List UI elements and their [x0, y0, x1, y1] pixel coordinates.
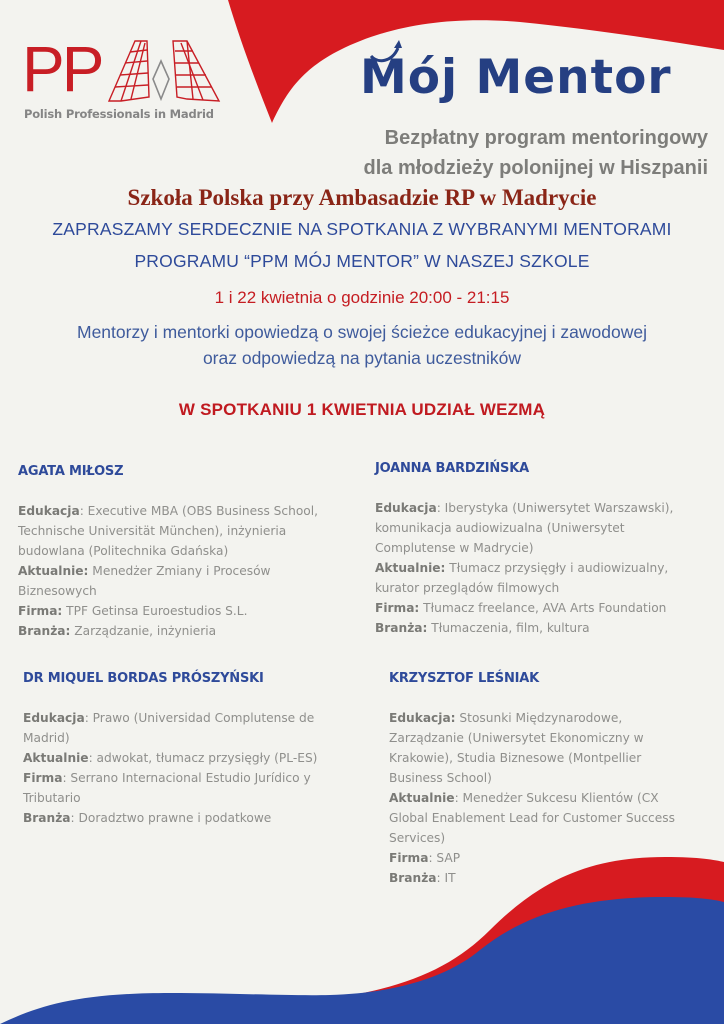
detail-text: Technische Universität München), inżynieria — [18, 524, 287, 538]
detail-text: komunikacja audiowizualna (Uniwersytet — [375, 521, 625, 535]
detail-text: : Prawo (Universidad Complutense de — [84, 711, 315, 725]
detail-label: Branża: — [18, 624, 71, 638]
detail-text: Menedżer Zmiany i Procesów — [88, 564, 271, 578]
mentor-detail-line — [18, 561, 351, 581]
detail-text: Business School) — [389, 771, 492, 785]
brand-title: Mój Mentor — [360, 50, 672, 105]
mentor-name: DR MIQUEL BORDAS PRÓSZYŃSKI — [23, 671, 264, 686]
mentor-detail-line — [389, 828, 709, 848]
detail-text: Madrid) — [23, 731, 70, 745]
mentor-detail-line — [389, 768, 709, 788]
mentor-detail-line — [375, 618, 707, 638]
detail-text: : Executive MBA (OBS Business School, — [79, 504, 319, 518]
mentor-detail-line — [18, 621, 351, 641]
mentor-detail-line — [389, 788, 709, 808]
detail-text: Tributario — [23, 791, 81, 805]
mentor-details — [389, 708, 709, 888]
mentor-details — [23, 708, 343, 828]
mentor-name: AGATA MIŁOSZ — [18, 464, 124, 479]
detail-label: Edukacja: — [389, 711, 456, 725]
mentor-detail-line — [23, 748, 343, 768]
description-line1: Mentorzy i mentorki opowiedzą o swojej ścieżce edukacyjnej i zawodowej — [77, 322, 647, 342]
detail-label: Aktualnie — [389, 791, 455, 805]
mentor-details — [375, 498, 707, 638]
detail-label: Branża — [23, 811, 71, 825]
invite-line2: PROGRAMU “PPM MÓJ MENTOR” W NASZEJ SZKOLE — [134, 251, 590, 271]
detail-label: Edukacja — [375, 501, 437, 515]
mentor-detail-line — [389, 728, 709, 748]
mentor-detail-line — [23, 728, 343, 748]
detail-text: : Serrano Internacional Estudio Jurídico y — [62, 771, 311, 785]
detail-text: Tłumaczenia, film, kultura — [427, 621, 590, 635]
detail-label: Firma: — [375, 601, 420, 615]
description-line2: oraz odpowiedzą na pytania uczestników — [202, 348, 522, 368]
mentor-detail-line — [389, 868, 709, 888]
detail-label: Edukacja — [18, 504, 80, 518]
mentor-detail-line — [375, 518, 707, 538]
detail-text: budowlana (Politechnika Gdańska) — [18, 544, 229, 558]
bottom-blue-wave — [0, 897, 724, 1024]
ppm-logo-letters: PP — [22, 33, 102, 105]
event-date: 1 i 22 kwietnia o godzinie 20:00 - 21:15 — [214, 288, 510, 307]
school-name: Szkoła Polska przy Ambasadzie RP w Madrycie — [127, 185, 597, 210]
detail-label: Branża: — [375, 621, 428, 635]
detail-text: kurator przeglądów filmowych — [375, 581, 560, 595]
mentor-detail-line — [18, 581, 351, 601]
meeting-heading: W SPOTKANIU 1 KWIETNIA UDZIAŁ WEZMĄ — [178, 400, 546, 419]
mentor-detail-line — [389, 808, 709, 828]
detail-text: TPF Getinsa Euroestudios S.L. — [62, 604, 248, 618]
detail-text: Stosunki Międzynarodowe, — [455, 711, 623, 725]
detail-text: : Doradztwo prawne i podatkowe — [70, 811, 272, 825]
detail-text: Tłumacz przysięgły i audiowizualny, — [445, 561, 669, 575]
detail-text: : IT — [436, 871, 456, 885]
detail-label: Edukacja — [23, 711, 85, 725]
mentor-card — [389, 671, 709, 888]
mentor-card — [23, 671, 343, 828]
mentor-details — [18, 501, 351, 641]
detail-text: : SAP — [428, 851, 461, 865]
detail-text: : Iberystyka (Uniwersytet Warszawski), — [436, 501, 674, 515]
mentor-detail-line — [375, 498, 707, 518]
brand-subtitle-line2: dla młodzieży polonijnej w Hiszpanii — [363, 157, 708, 179]
detail-label: Aktualnie: — [18, 564, 89, 578]
brand-subtitle-line1: Bezpłatny program mentoringowy — [384, 127, 708, 149]
mentor-detail-line — [375, 538, 707, 558]
ppm-logo — [22, 33, 232, 123]
detail-label: Firma — [389, 851, 429, 865]
detail-text: Global Enablement Lead for Customer Success — [389, 811, 675, 825]
mentor-detail-line — [18, 521, 351, 541]
detail-label: Aktualnie — [23, 751, 89, 765]
detail-text: : adwokat, tłumacz przysięgły (PL-ES) — [88, 751, 318, 765]
mentor-detail-line — [375, 558, 707, 578]
mentor-detail-line — [18, 541, 351, 561]
mentor-detail-line — [23, 708, 343, 728]
mentor-card — [375, 461, 707, 638]
mentor-detail-line — [375, 578, 707, 598]
mentor-name: JOANNA BARDZIŃSKA — [375, 461, 529, 476]
mentor-detail-line — [389, 708, 709, 728]
mentor-detail-line — [18, 601, 351, 621]
mentor-name: KRZYSZTOF LEŚNIAK — [389, 671, 540, 686]
mentor-detail-line — [389, 848, 709, 868]
detail-text: Complutense w Madrycie) — [375, 541, 534, 555]
mentor-detail-line — [23, 788, 343, 808]
detail-text: : Menedżer Sukcesu Klientów (CX — [454, 791, 659, 805]
mentor-card — [18, 464, 351, 641]
detail-text: Tłumacz freelance, AVA Arts Foundation — [419, 601, 667, 615]
detail-text: Zarządzanie, inżynieria — [70, 624, 217, 638]
mentor-detail-line — [18, 501, 351, 521]
detail-label: Branża — [389, 871, 437, 885]
detail-text: Krakowie), Studia Biznesowe (Montpellier — [389, 751, 642, 765]
ppm-grid-m-icon — [107, 39, 225, 103]
mentor-detail-line — [375, 598, 707, 618]
detail-label: Firma — [23, 771, 63, 785]
mentor-detail-line — [23, 808, 343, 828]
mentor-detail-line — [23, 768, 343, 788]
detail-label: Firma: — [18, 604, 63, 618]
detail-text: Zarządzanie (Uniwersytet Ekonomiczny w — [389, 731, 644, 745]
mentor-detail-line — [389, 748, 709, 768]
ppm-logo-subtitle: Polish Professionals in Madrid — [24, 107, 214, 121]
detail-text: Services) — [389, 831, 446, 845]
detail-label: Aktualnie: — [375, 561, 446, 575]
invite-line1: ZAPRASZAMY SERDECZNIE NA SPOTKANIA Z WYBRANYMI MENTORAMI — [52, 219, 672, 239]
detail-text: Biznesowych — [18, 584, 97, 598]
